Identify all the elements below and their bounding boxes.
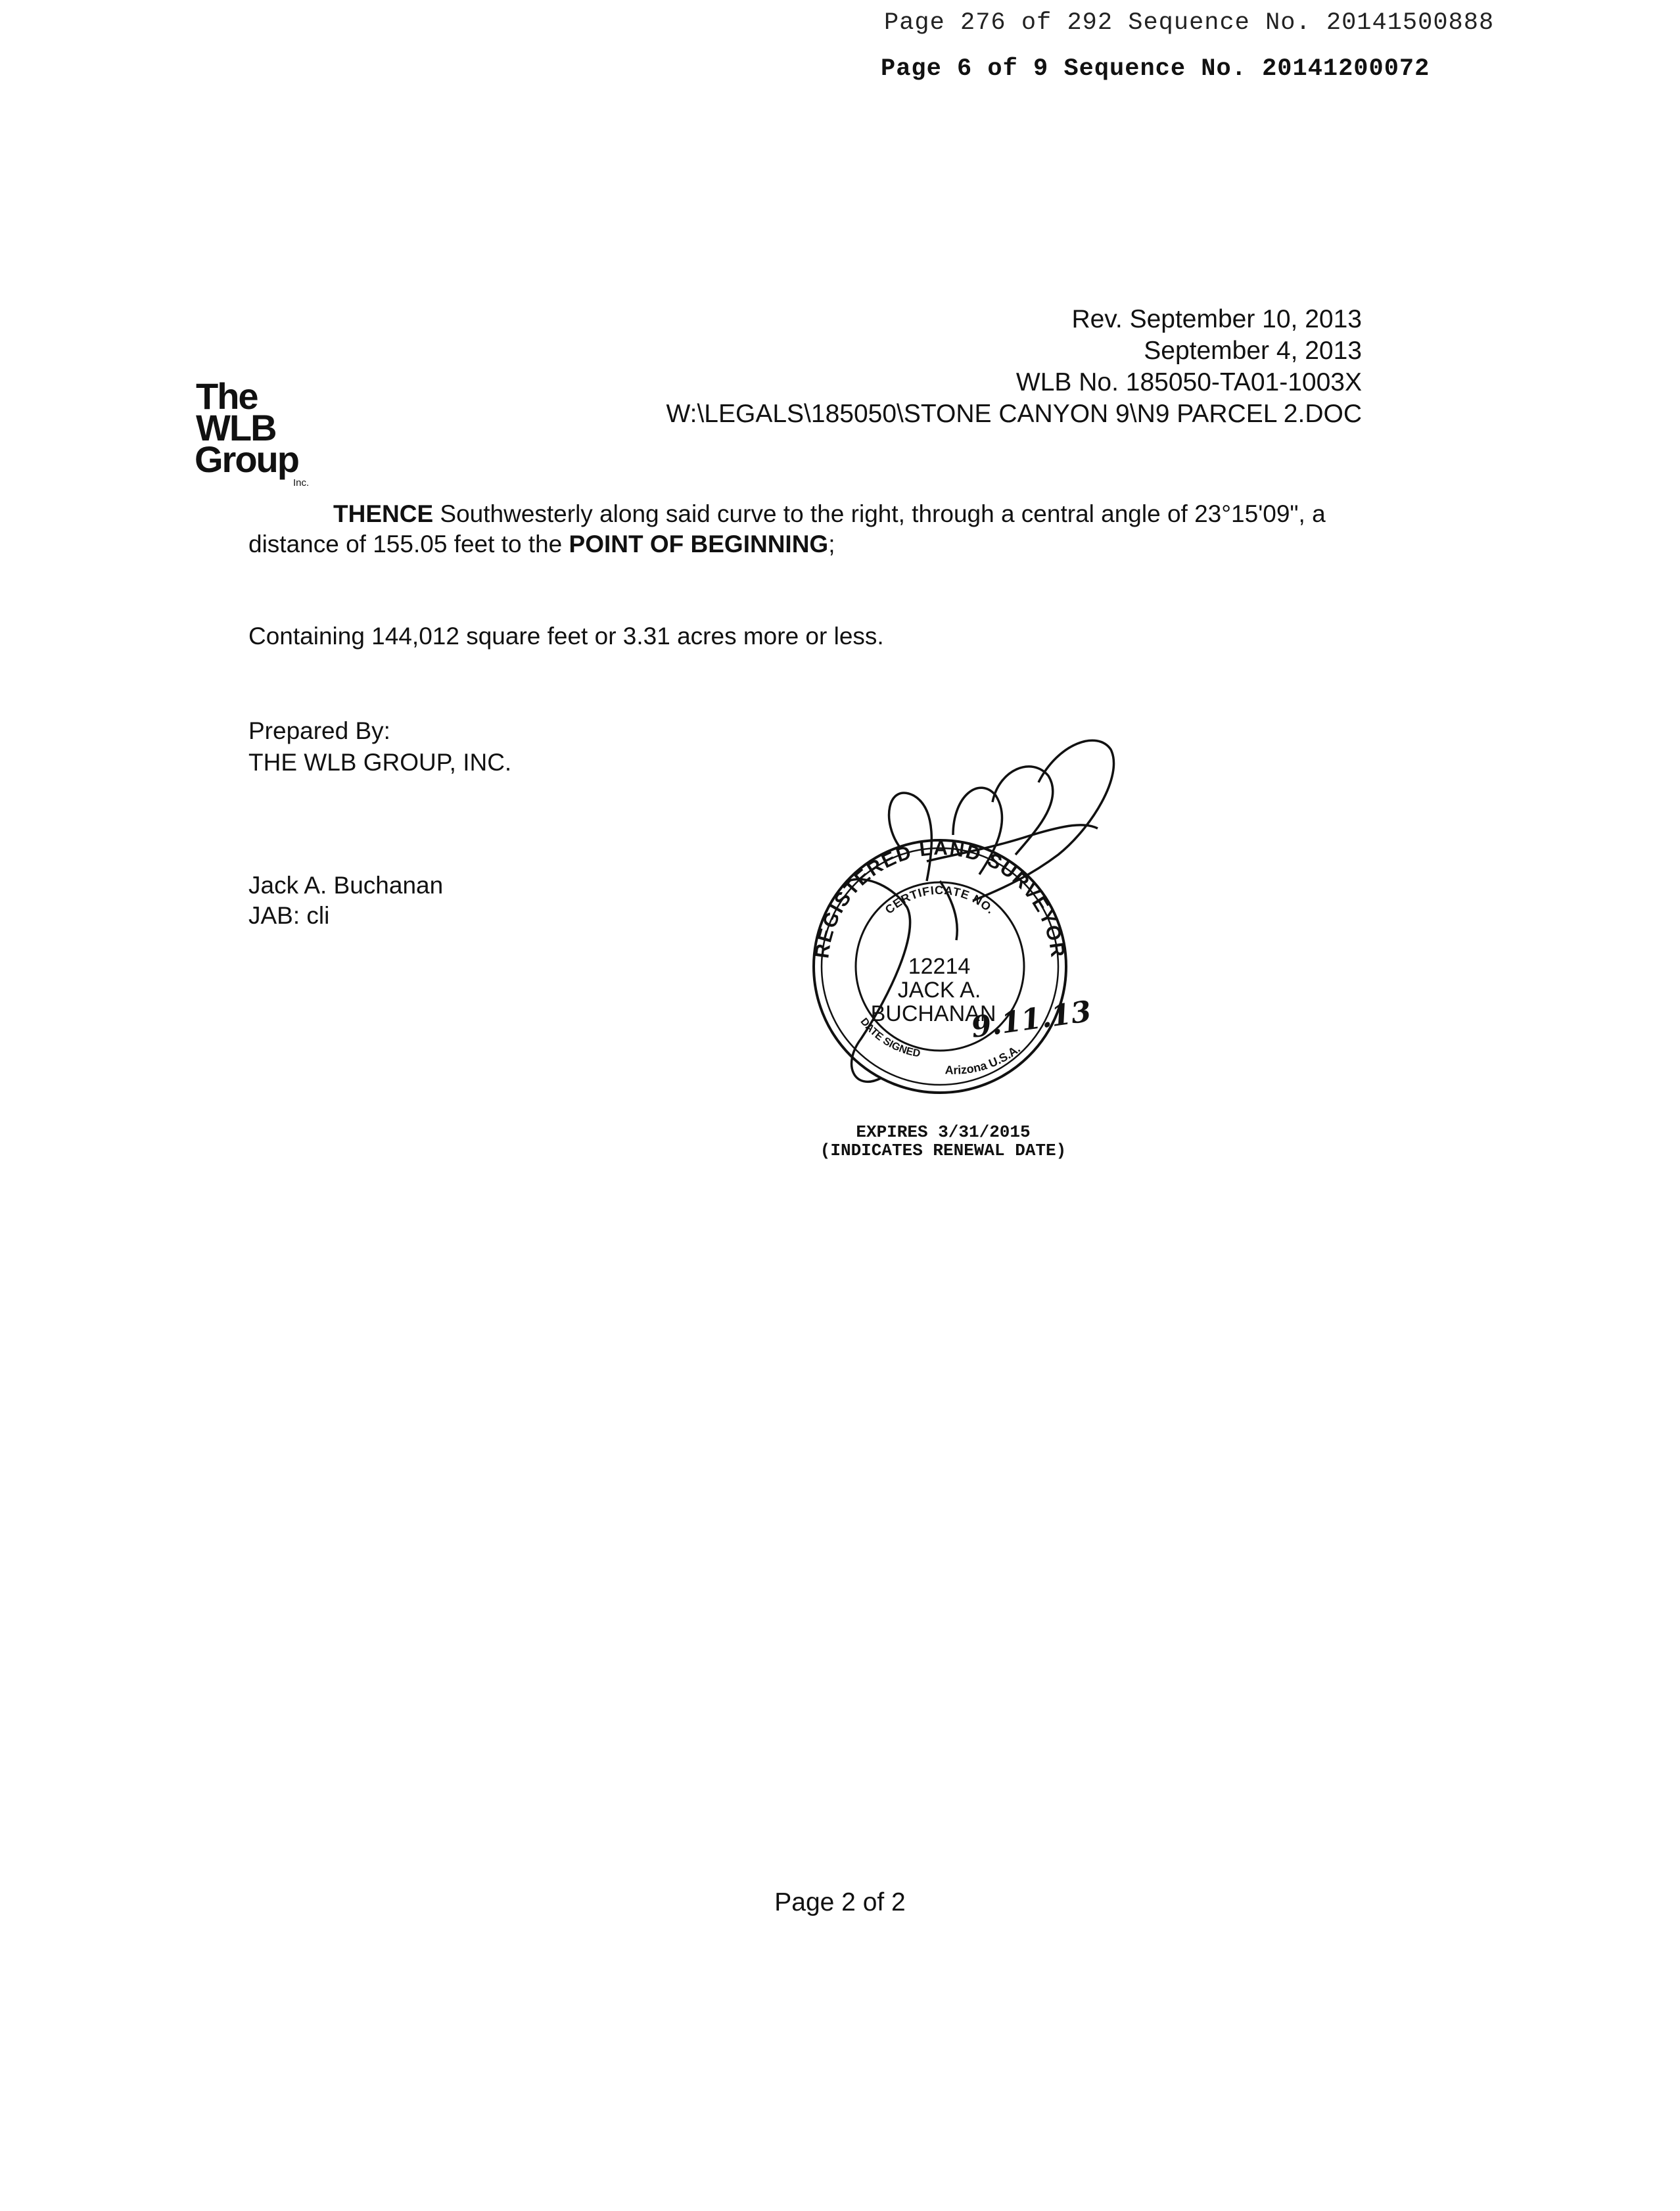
thence-keyword: THENCE <box>333 500 434 527</box>
seal-certificate-number: 12214 <box>908 954 971 979</box>
seal-date-signed-label: DATE SIGNED <box>858 1016 922 1060</box>
seal-outer-text: REGISTERED LAND SURVEYOR <box>811 837 1069 960</box>
logo-line-2: WLB <box>196 407 276 448</box>
fax-header-line-1: Page 276 of 292 Sequence No. 20141500888 <box>884 9 1495 37</box>
revision-date: Rev. September 10, 2013 <box>1071 305 1362 333</box>
thence-text-2: distance of 155.05 feet to the <box>248 531 569 558</box>
file-path: W:\LEGALS\185050\STONE CANYON 9\N9 PARCEL 2.DOC <box>666 400 1362 428</box>
fax-header-line-2: Page 6 of 9 Sequence No. 20141200072 <box>881 55 1430 83</box>
logo-line-1: The <box>196 375 258 417</box>
thence-end: ; <box>828 531 835 558</box>
seal-date-signed: 9.11.13 <box>969 994 1094 1045</box>
seal-graphic <box>756 723 1124 1183</box>
thence-text-1: Southwesterly along said curve to the right, through a central angle of 23°15'09", a <box>433 500 1326 527</box>
original-date: September 4, 2013 <box>1144 337 1362 365</box>
seal-renewal-note: (INDICATES RENEWAL DATE) <box>820 1141 1067 1160</box>
seal-name-line-2: BUCHANAN <box>870 1001 996 1026</box>
svg-text:CERTIFICATE NO. <box>883 884 998 916</box>
thence-paragraph-line-2 <box>248 530 835 559</box>
thence-paragraph-line-1 <box>333 500 1326 529</box>
logo-suffix: Inc. <box>293 477 310 488</box>
surveyor-seal <box>756 723 1124 1183</box>
logo-line-3: Group <box>195 439 298 480</box>
wlb-group-logo <box>195 375 326 492</box>
document-header <box>666 304 1362 430</box>
seal-expires-text: EXPIRES 3/31/2015 <box>856 1122 1031 1142</box>
seal-certificate-text: CERTIFICATE NO. <box>882 883 998 917</box>
typist-initials: JAB: cli <box>248 902 330 929</box>
seal-expiration <box>779 1123 1108 1160</box>
svg-text:REGISTERED LAND SURVEYOR <box>811 838 1069 960</box>
containing-paragraph: Containing 144,012 square feet or 3.31 acres more or less. <box>248 623 884 650</box>
wlb-number: WLB No. 185050-TA01-1003X <box>1015 368 1362 396</box>
company-name: THE WLB GROUP, INC. <box>248 749 512 776</box>
page-footer: Page 2 of 2 <box>774 1888 906 1916</box>
prepared-by-label: Prepared By: <box>248 717 390 744</box>
point-of-beginning: POINT OF BEGINNING <box>569 531 829 558</box>
seal-state-text: Arizona U.S.A. <box>945 1042 1023 1077</box>
seal-name-line-1: JACK A. <box>897 978 981 1003</box>
signer-name: Jack A. Buchanan <box>248 872 444 899</box>
